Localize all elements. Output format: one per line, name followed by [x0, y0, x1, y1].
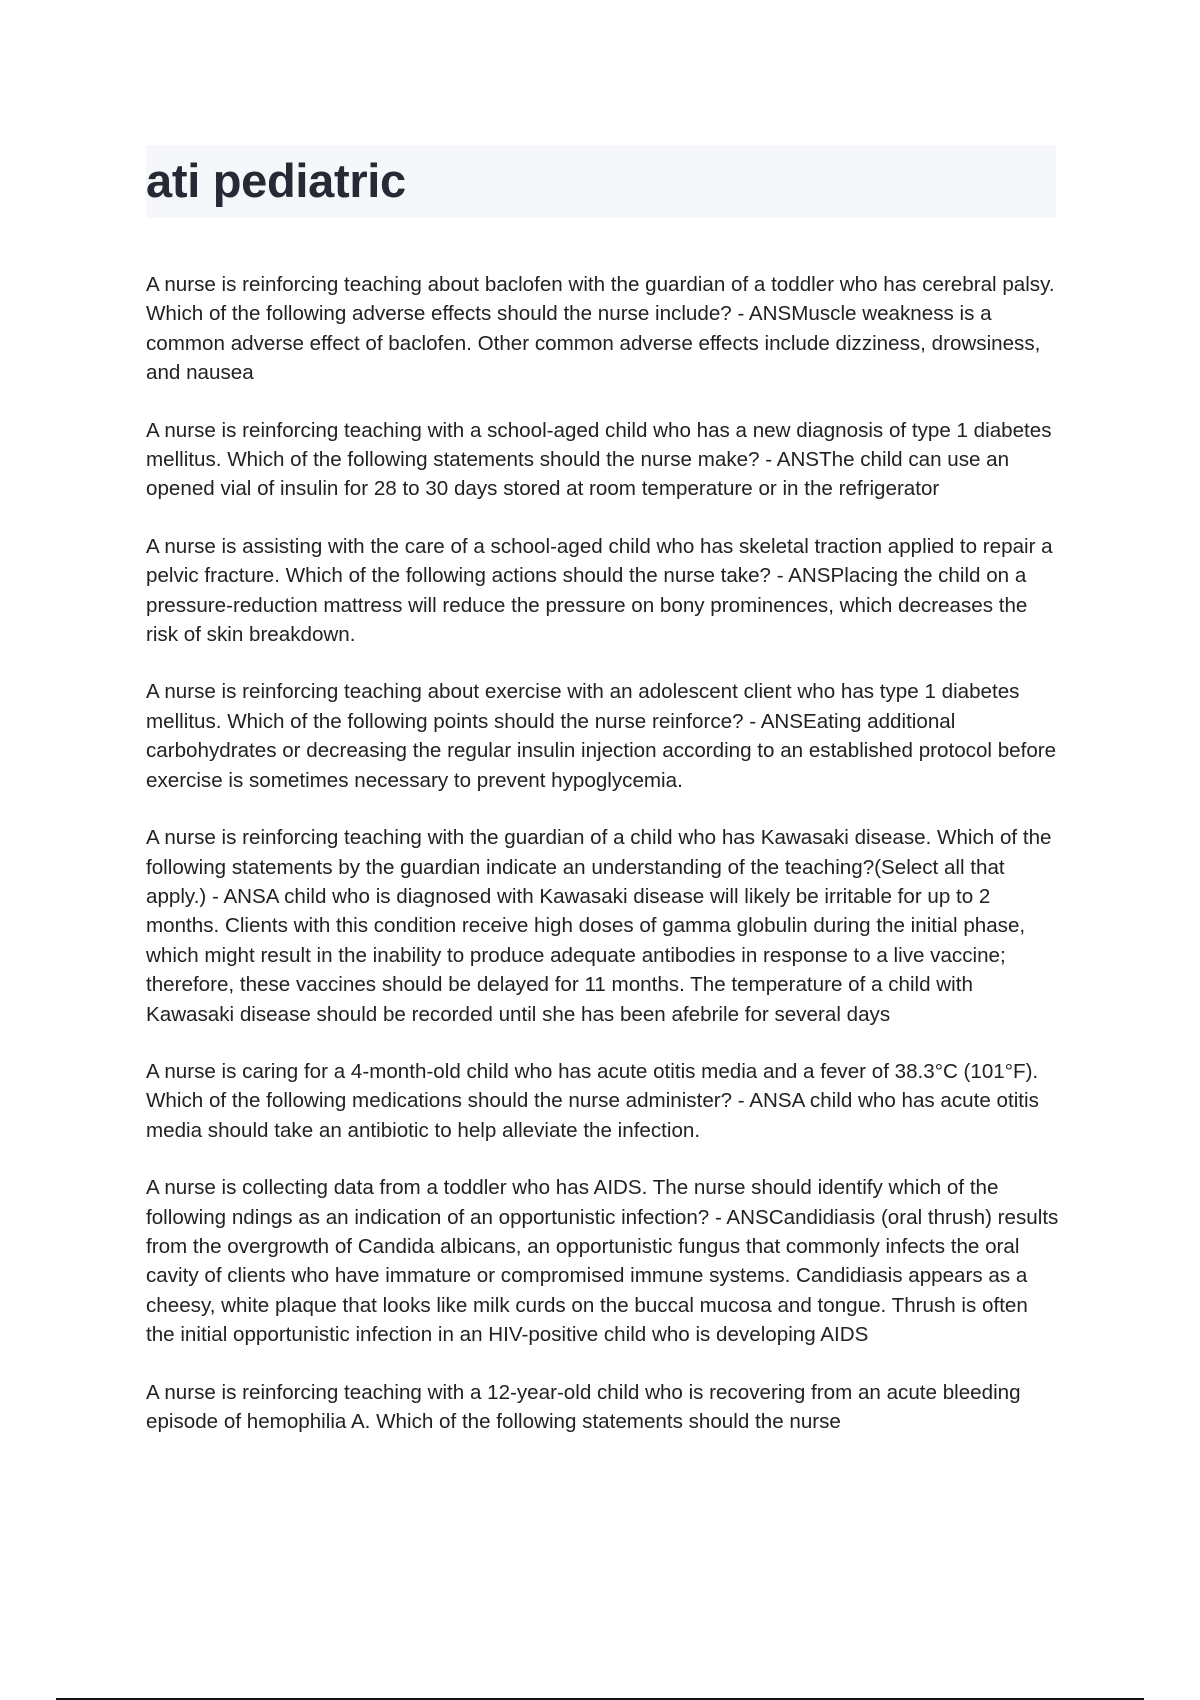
qa-entry-otitis-media: A nurse is caring for a 4-month-old child who has acute otitis media and a fever of 38.3°C (101°F). Which of the following medications should the nurse administer? - ANSA child who has acute otitis media should take an antibiotic to help alleviate the infection.: [146, 1059, 1039, 1142]
title-banner: [146, 145, 1056, 218]
qa-entry-exercise-diabetes: A nurse is reinforcing teaching about exercise with an adolescent client who has type 1 diabetes mellitus. Which of the following points should the nurse reinforce? - ANSEating additional carbohydrates or decreasing the regular insulin injection according to an established protocol before exercise is sometimes necessary to prevent hypoglycemia.: [146, 680, 1057, 792]
qa-entry-kawasaki: A nurse is reinforcing teaching with the guardian of a child who has Kawasaki disease. Which of the following statements by the guardian indicate an understanding of the teaching?(Select all that apply.) - ANSA child who is diagnosed with Kawasaki disease will likely be irritable for up to 2 months. Clients with this condition receive high doses of gamma globulin during the initial phase, which might result in the inability to produce adequate antibodies in response to a live vaccine; therefore, these vaccines should be delayed for 11 months. The temperature of a child with Kawasaki disease should be recorded until she has been afebrile for several days: [146, 826, 1052, 1026]
qa-entry-skeletal-traction: A nurse is assisting with the care of a school-aged child who has skeletal traction applied to repair a pelvic fracture. Which of the following actions should the nurse take? - ANSPlacing the child on a pressure-reduction mattress will reduce the pressure on bony prominences, which decreases the risk of skin breakdown.: [146, 534, 1053, 647]
document-body: [146, 270, 1061, 1464]
qa-entry-aids-infection: A nurse is collecting data from a toddler who has AIDS. The nurse should identify which of the following ndings as an indication of an opportunistic infection? - ANSCandidiasis (oral thrush) results from the overgrowth of Candida albicans, an opportunistic fungus that commonly infects the oral cavity of clients who have immature or compromised immune systems. Candidiasis appears as a cheesy, white plaque that looks like milk curds on the buccal mucosa and tongue. Thrush is often the initial opportunistic infection in an HIV-positive child who is developing AIDS: [146, 1176, 1059, 1347]
qa-entry-baclofen: A nurse is reinforcing teaching about baclofen with the guardian of a toddler who has cerebral palsy. Which of the following adverse effects should the nurse include? - ANSMuscle weakness is a common adverse effect of baclofen. Other common adverse effects include dizziness, drowsiness, and nausea: [146, 273, 1055, 385]
qa-entry-insulin-vial: A nurse is reinforcing teaching with a school-aged child who has a new diagnosis of type 1 diabetes mellitus. Which of the following statements should the nurse make? - ANSThe child can use an opened vial of insulin for 28 to 30 days stored at room temperature or in the refrigerator: [146, 418, 1052, 501]
document-title: ati pediatric: [146, 154, 406, 207]
qa-entry-hemophilia: A nurse is reinforcing teaching with a 12-year-old child who is recovering from an acute bleeding episode of hemophilia A. Which of the following statements should the nurse: [146, 1380, 1021, 1433]
